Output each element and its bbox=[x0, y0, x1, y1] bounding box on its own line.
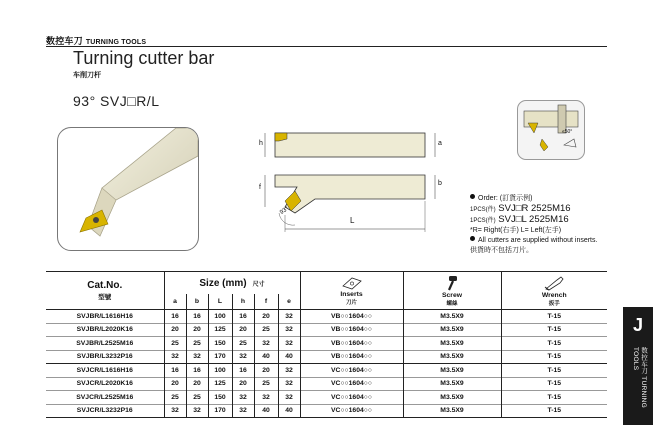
col-a: a bbox=[164, 294, 186, 310]
cell-L: 170 bbox=[208, 404, 232, 418]
table-row bbox=[46, 337, 607, 351]
cell-e: 40 bbox=[278, 404, 300, 418]
cell-f: 32 bbox=[254, 391, 278, 405]
cell-insert: VC○○1604○○ bbox=[300, 391, 403, 405]
cell-b: 16 bbox=[186, 310, 208, 324]
cell-f: 40 bbox=[254, 404, 278, 418]
cell-b: 32 bbox=[186, 350, 208, 364]
cell-b: 25 bbox=[186, 337, 208, 351]
order-line-5: All cutters are supplied without inserts. bbox=[470, 236, 597, 246]
page-title: Turning cutter bar bbox=[73, 48, 215, 68]
tool-illustration bbox=[58, 128, 198, 250]
cell-screw: M3.5X9 bbox=[403, 350, 501, 364]
cell-wrench: T-15 bbox=[501, 377, 607, 391]
cell-insert: VC○○1604○○ bbox=[300, 364, 403, 378]
cell-h: 20 bbox=[232, 377, 254, 391]
model-code: 93° SVJ□R/L bbox=[73, 93, 160, 109]
cell-insert: VB○○1604○○ bbox=[300, 350, 403, 364]
cell-catno: SVJBR/L2525M16 bbox=[46, 337, 164, 351]
cell-L: 150 bbox=[208, 391, 232, 405]
cell-f: 25 bbox=[254, 377, 278, 391]
cell-wrench: T-15 bbox=[501, 310, 607, 324]
cell-a: 25 bbox=[164, 337, 186, 351]
table-row bbox=[46, 323, 607, 337]
chapter-letter: J bbox=[632, 315, 643, 335]
cell-f: 25 bbox=[254, 323, 278, 337]
cell-a: 16 bbox=[164, 310, 186, 324]
cell-insert: VC○○1604○○ bbox=[300, 404, 403, 418]
cell-wrench: T-15 bbox=[501, 350, 607, 364]
angle-93: 93° bbox=[279, 205, 290, 217]
dim-h: h bbox=[259, 140, 263, 147]
table-row bbox=[46, 310, 607, 324]
cell-a: 32 bbox=[164, 404, 186, 418]
cell-wrench: T-15 bbox=[501, 404, 607, 418]
cell-wrench: T-15 bbox=[501, 323, 607, 337]
col-L: L bbox=[208, 294, 232, 310]
wrench-header: Wrench 扳手 bbox=[501, 272, 607, 310]
cell-catno: SVJCR/L1616H16 bbox=[46, 364, 164, 378]
col-b: b bbox=[186, 294, 208, 310]
cell-f: 20 bbox=[254, 364, 278, 378]
cell-L: 170 bbox=[208, 350, 232, 364]
table-row bbox=[46, 391, 607, 405]
table-row bbox=[46, 404, 607, 418]
cell-insert: VB○○1604○○ bbox=[300, 323, 403, 337]
cell-b: 20 bbox=[186, 323, 208, 337]
insert-icon bbox=[341, 276, 363, 290]
cell-h: 32 bbox=[232, 391, 254, 405]
cell-a: 20 bbox=[164, 377, 186, 391]
cell-b: 16 bbox=[186, 364, 208, 378]
order-line-1: Order: (訂貨示例) bbox=[470, 194, 597, 204]
cell-L: 150 bbox=[208, 337, 232, 351]
cell-wrench: T-15 bbox=[501, 391, 607, 405]
inset-angle-label: ≤50° bbox=[562, 129, 573, 135]
cell-a: 25 bbox=[164, 391, 186, 405]
order-info bbox=[470, 194, 597, 256]
col-f: f bbox=[254, 294, 278, 310]
cell-insert: VB○○1604○○ bbox=[300, 310, 403, 324]
dim-f: f bbox=[259, 184, 261, 191]
cell-wrench: T-15 bbox=[501, 364, 607, 378]
product-photo bbox=[57, 127, 199, 251]
cell-h: 32 bbox=[232, 350, 254, 364]
cell-catno: SVJBR/L1616H16 bbox=[46, 310, 164, 324]
cell-b: 20 bbox=[186, 377, 208, 391]
cell-insert: VC○○1604○○ bbox=[300, 377, 403, 391]
cell-catno: SVJBR/L2020K16 bbox=[46, 323, 164, 337]
order-line-3: 1PCS(件) SVJ□L 2525M16 bbox=[470, 214, 569, 225]
cell-screw: M3.5X9 bbox=[403, 377, 501, 391]
inset-drawing bbox=[518, 101, 584, 159]
cell-h: 25 bbox=[232, 337, 254, 351]
cell-e: 32 bbox=[278, 364, 300, 378]
cell-catno: SVJBR/L3232P16 bbox=[46, 350, 164, 364]
cell-a: 20 bbox=[164, 323, 186, 337]
cell-insert: VB○○1604○○ bbox=[300, 337, 403, 351]
cell-e: 32 bbox=[278, 337, 300, 351]
cell-wrench: T-15 bbox=[501, 337, 607, 351]
screw-icon bbox=[445, 275, 459, 291]
order-line-6: 供貨時不包括刀片。 bbox=[470, 247, 533, 254]
cell-e: 32 bbox=[278, 310, 300, 324]
section-header-en: TURNING TOOLS bbox=[85, 39, 147, 46]
cell-L: 125 bbox=[208, 377, 232, 391]
cell-L: 100 bbox=[208, 310, 232, 324]
cell-f: 20 bbox=[254, 310, 278, 324]
dim-a: a bbox=[438, 140, 442, 147]
cell-catno: SVJCR/L2525M16 bbox=[46, 391, 164, 405]
cell-b: 32 bbox=[186, 404, 208, 418]
cell-h: 16 bbox=[232, 364, 254, 378]
cell-screw: M3.5X9 bbox=[403, 310, 501, 324]
dim-b: b bbox=[438, 180, 442, 187]
cell-e: 40 bbox=[278, 350, 300, 364]
cell-screw: M3.5X9 bbox=[403, 337, 501, 351]
inserts-header: Inserts 刀片 bbox=[300, 272, 403, 310]
cell-catno: SVJCR/L3232P16 bbox=[46, 404, 164, 418]
table-row bbox=[46, 377, 607, 391]
bullet-icon bbox=[470, 236, 475, 241]
cell-L: 100 bbox=[208, 364, 232, 378]
cell-h: 32 bbox=[232, 404, 254, 418]
chapter-tab bbox=[623, 307, 653, 425]
technical-drawing bbox=[255, 125, 465, 240]
cell-e: 32 bbox=[278, 391, 300, 405]
catno-header: Cat.No. 型號 bbox=[46, 272, 164, 310]
cell-a: 32 bbox=[164, 350, 186, 364]
cell-e: 32 bbox=[278, 377, 300, 391]
cell-screw: M3.5X9 bbox=[403, 323, 501, 337]
order-line-2: 1PCS(件) SVJ□R 2525M16 bbox=[470, 203, 571, 214]
col-e: e bbox=[278, 294, 300, 310]
cell-f: 32 bbox=[254, 337, 278, 351]
chapter-label: 数控车刀 TURNING TOOLS bbox=[632, 347, 647, 409]
wrench-icon bbox=[543, 275, 565, 291]
size-header: Size (mm) 尺寸 bbox=[164, 272, 300, 295]
cell-catno: SVJCR/L2020K16 bbox=[46, 377, 164, 391]
angle-inset bbox=[517, 100, 585, 160]
screw-header: Screw 螺絲 bbox=[403, 272, 501, 310]
spec-table bbox=[46, 271, 607, 418]
cell-screw: M3.5X9 bbox=[403, 404, 501, 418]
col-h: h bbox=[232, 294, 254, 310]
header-divider bbox=[46, 46, 607, 47]
cell-screw: M3.5X9 bbox=[403, 391, 501, 405]
bullet-icon bbox=[470, 194, 475, 199]
cell-h: 16 bbox=[232, 310, 254, 324]
page-subtitle: 车削刀杆 bbox=[73, 72, 101, 79]
cell-screw: M3.5X9 bbox=[403, 364, 501, 378]
table-row bbox=[46, 364, 607, 378]
cell-e: 32 bbox=[278, 323, 300, 337]
table-row bbox=[46, 350, 607, 364]
cell-h: 20 bbox=[232, 323, 254, 337]
cell-b: 25 bbox=[186, 391, 208, 405]
dim-L: L bbox=[350, 216, 355, 225]
section-header-zh: 数控车刀 bbox=[46, 36, 83, 46]
cell-L: 125 bbox=[208, 323, 232, 337]
cell-a: 16 bbox=[164, 364, 186, 378]
cell-f: 40 bbox=[254, 350, 278, 364]
order-line-4: *R= Right(右手) L= Left(左手) bbox=[470, 227, 562, 234]
